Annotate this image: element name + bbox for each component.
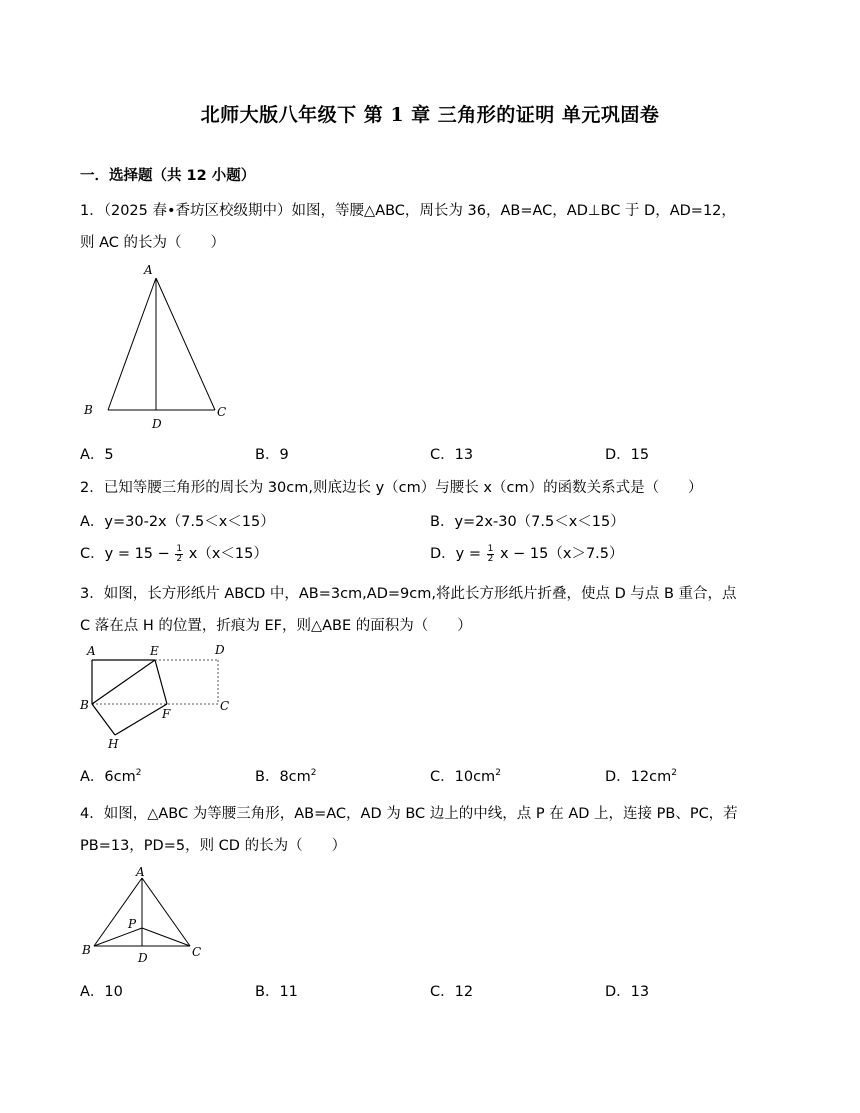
question-4-option-a[interactable]: A．10 xyxy=(80,984,123,1000)
q2c-frac-den: 2 xyxy=(176,553,183,564)
q3-label-b: B xyxy=(80,698,89,712)
q3a-sup: 2 xyxy=(135,768,142,779)
q3b-sup: 2 xyxy=(310,768,317,779)
q3-label-h: H xyxy=(108,737,119,751)
q2c-frac-num: 1 xyxy=(176,543,183,554)
q2d-frac-num: 1 xyxy=(487,543,494,554)
question-2-option-a[interactable]: A．y=30-2x（7.5＜x＜15） xyxy=(80,514,275,530)
question-1-option-d[interactable]: D．15 xyxy=(605,447,650,463)
q2d-frac-den: 2 xyxy=(487,553,494,564)
q4-label-a: A xyxy=(136,865,145,879)
q4-label-b: B xyxy=(82,943,91,957)
q2d-suffix: x − 15（x＞7.5） xyxy=(499,546,624,562)
page-title: 北师大版八年级下 第 1 章 三角形的证明 单元巩固卷 xyxy=(200,104,660,126)
q2d-fraction xyxy=(487,545,495,564)
question-1-option-b[interactable]: B．9 xyxy=(255,447,289,463)
question-3-figure xyxy=(80,640,240,755)
question-2-option-c[interactable] xyxy=(80,542,268,564)
question-1-option-a[interactable]: A．5 xyxy=(80,447,114,463)
q3d-text: D．12cm xyxy=(605,769,672,785)
question-4-option-d[interactable]: D．13 xyxy=(605,984,650,1000)
question-2-option-b[interactable]: B．y=2x-30（7.5＜x＜15） xyxy=(430,514,625,530)
question-4-option-c[interactable]: C．12 xyxy=(430,984,474,1000)
question-3-option-a[interactable] xyxy=(80,765,141,786)
q3a-text: A．6cm xyxy=(80,769,136,785)
q1-label-a: A xyxy=(144,263,153,277)
q3b-text: B．8cm xyxy=(255,769,311,785)
question-4-figure xyxy=(80,862,220,972)
q3-label-c: C xyxy=(220,699,230,713)
q4-label-c: C xyxy=(192,945,202,959)
question-3-text-line1: 3．如图，长方形纸片 ABCD 中，AB=3cm,AD=9cm,将此长方形纸片折叠，使点 D 与点 B 重合，点 xyxy=(80,586,737,602)
q1-label-b: B xyxy=(84,403,93,417)
question-3-option-b[interactable] xyxy=(255,765,317,786)
q2c-suffix: x（x＜15） xyxy=(188,546,268,562)
q2c-fraction xyxy=(175,545,183,564)
q2d-prefix: D．y = xyxy=(430,546,482,562)
question-2-option-d[interactable] xyxy=(430,542,624,564)
q3-label-a: A xyxy=(87,644,96,658)
q3-label-d: D xyxy=(215,643,225,657)
question-3-option-c[interactable] xyxy=(430,765,501,786)
q3c-text: C．10cm xyxy=(430,769,496,785)
q4-label-d: D xyxy=(138,951,148,965)
question-1-text-line2: 则 AC 的长为（ ） xyxy=(80,235,226,251)
question-1-text-line1: 1．（2025 春•香坊区校级期中）如图，等腰△ABC，周长为 36，AB=AC，AD⊥BC 于 D，AD=12， xyxy=(80,203,736,219)
question-4-text-line2: PB=13，PD=5，则 CD 的长为（ ） xyxy=(80,838,347,854)
q1-label-d: D xyxy=(152,417,162,431)
question-4-text-line1: 4．如图，△ABC 为等腰三角形，AB=AC，AD 为 BC 边上的中线，点 P 在 AD 上，连接 PB、PC，若 xyxy=(80,806,738,822)
q2c-prefix: C．y = 15 − xyxy=(80,546,170,562)
q1-label-c: C xyxy=(217,405,227,419)
question-1-option-c[interactable]: C．13 xyxy=(430,447,474,463)
q3-label-f: F xyxy=(162,707,171,721)
question-3-option-d[interactable] xyxy=(605,765,677,786)
question-2-text-line1: 2．已知等腰三角形的周长为 30cm,则底边长 y（cm）与腰长 x（cm）的函数关系式是（ ） xyxy=(80,480,703,496)
q4-label-p: P xyxy=(128,917,137,931)
question-4-option-b[interactable]: B．11 xyxy=(255,984,298,1000)
section-heading: 一．选择题（共 12 小题） xyxy=(80,168,256,184)
question-1-figure xyxy=(80,262,240,432)
q3-label-e: E xyxy=(150,644,159,658)
question-3-text-line2: C 落在点 H 的位置，折痕为 EF，则△ABE 的面积为（ ） xyxy=(80,618,472,634)
q3c-sup: 2 xyxy=(495,768,501,779)
q3d-sup: 2 xyxy=(671,768,677,779)
